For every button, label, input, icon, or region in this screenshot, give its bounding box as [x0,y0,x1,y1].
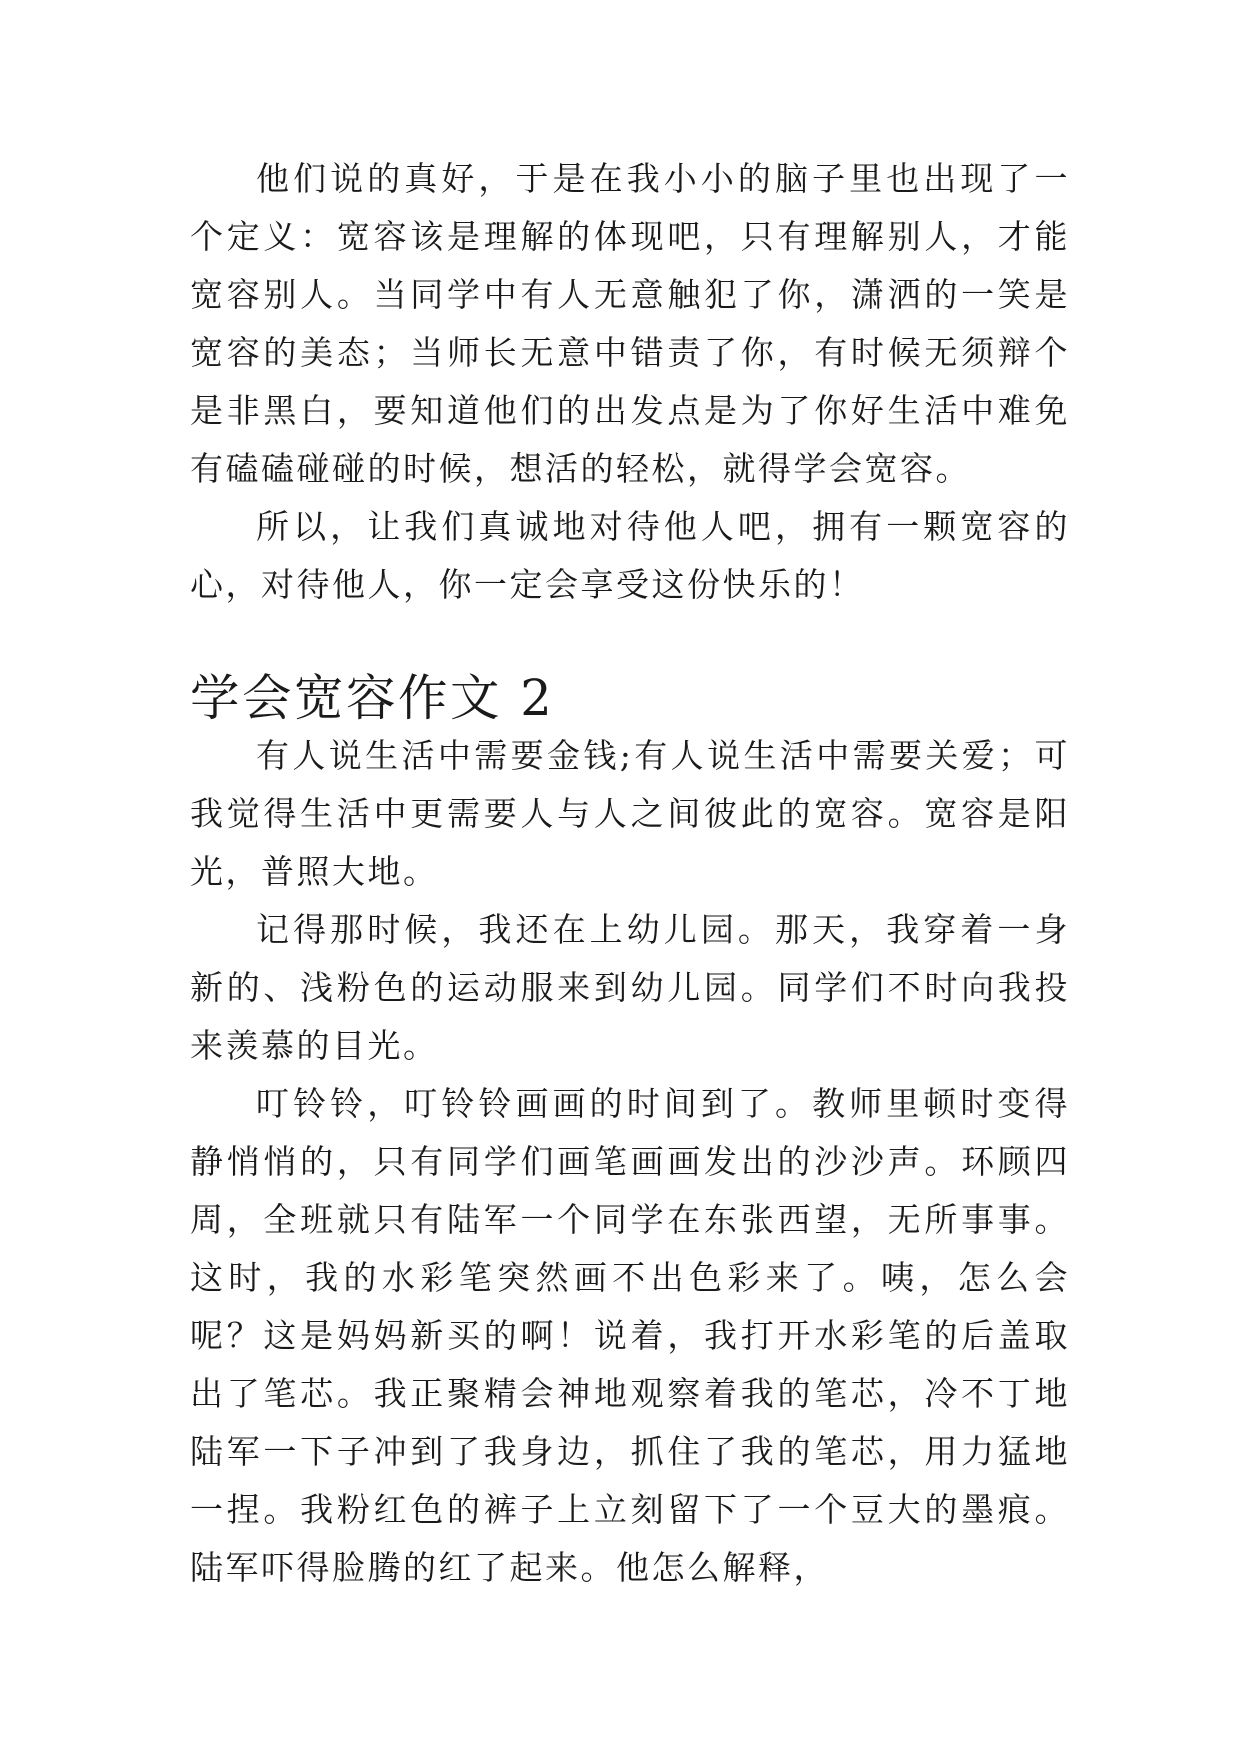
paragraph-conclusion: 所以，让我们真诚地对待他人吧，拥有一颗宽容的心，对待他人，你一定会享受这份快乐的！ [190,507,1070,604]
document-body [190,150,1070,1597]
paragraph-memory: 记得那时候，我还在上幼儿园。那天，我穿着一身新的、浅粉色的运动服来到幼儿园。同学们不时向我投来羡慕的目光。 [190,910,1070,1065]
paragraph-story: 叮铃铃，叮铃铃画画的时间到了。教师里顿时变得静悄悄的，只有同学们画笔画画发出的沙沙声。环顾四周，全班就只有陆军一个同学在东张西望，无所事事。这时，我的水彩笔突然画不出色彩来了。咦，怎么会呢？这是妈妈新买的啊！说着，我打开水彩笔的后盖取出了笔芯。我正聚精会神地观察着我的笔芯，冷不丁地陆军一下子冲到了我身边，抓住了我的笔芯，用力猛地一捏。我粉红色的裤子上立刻留下了一个豆大的墨痕。陆军吓得脸腾的红了起来。他怎么解释， [190,1084,1070,1587]
paragraph-definition: 他们说的真好，于是在我小小的脑子里也出现了一个定义：宽容该是理解的体现吧，只有理解别人，才能宽容别人。当同学中有人无意触犯了你，潇洒的一笑是宽容的美态；当师长无意中错责了你，有时候无须辩个是非黑白，要知道他们的出发点是为了你好生活中难免有磕磕碰碰的时候，想活的轻松，就得学会宽容。 [190,159,1070,488]
essay-heading: 学会宽容作文 2 [190,669,555,727]
paragraph-intro: 有人说生活中需要金钱;有人说生活中需要关爱；可我觉得生活中更需要人与人之间彼此的宽容。宽容是阳光，普照大地。 [190,736,1070,891]
